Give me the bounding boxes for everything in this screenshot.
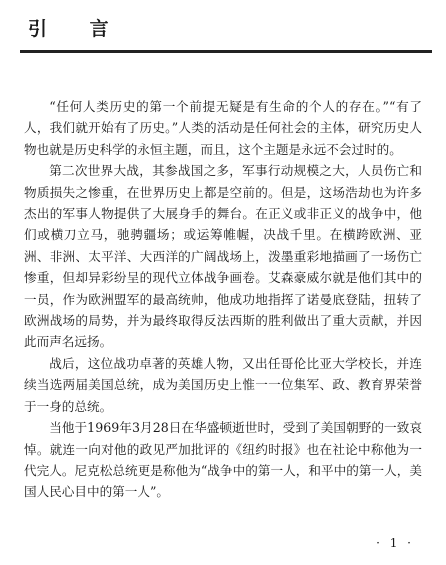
paragraph-3: 战后，这位战功卓著的英雄人物，又出任哥伦比亚大学校长，并连续当选两届美国总统，成为美国历史上惟一一位集军、政、教育界荣誉于一身的总统。 — [24, 355, 422, 414]
body-text — [24, 96, 422, 503]
paragraph-4: 当他于1969年3月28日在华盛顿逝世时，受到了美国朝野的一致哀悼。就连一向对他的政见严加批评的《纽约时报》也在社论中称他为一代完人。尼克松总统更是称他为“战争中的第一人，和平中的第一人，美国人民心目中的第一人”。 — [24, 420, 422, 500]
chapter-title: 引 言 — [28, 18, 127, 40]
paragraph-2: 第二次世界大战，其参战国之多，军事行动规模之大，人员伤亡和物质损失之惨重，在世界历史上都是空前的。但是，这场浩劫也为许多杰出的军事人物提供了大展身手的舞台。在正义或非正义的战争中，他们或横刀立马，驰骋疆场；或运筹帷幄，决战千里。在横跨欧洲、亚洲、非洲、太平洋、大西洋的广阔战场上，泼墨重彩地描画了一场伤亡惨重，但却异彩纷呈的现代立体战争画卷。艾森豪威尔就是他们其中的一员，作为欧洲盟军的最高统帅，他成功地指挥了诺曼底登陆，扭转了欧洲战场的局势，并为最终取得反法西斯的胜利做出了重大贡献，并因此而声名远扬。 — [24, 163, 422, 350]
paragraph-1: “任何人类历史的第一个前提无疑是有生命的个人的存在。”“有了人，我们就开始有了历史。”人类的活动是任何社会的主体，研究历史人物也就是历史科学的永恒主题，而且，这个主题是永远不会过时的。 — [24, 99, 422, 157]
header-rule — [20, 50, 432, 53]
page-number: · 1 · — [376, 536, 414, 550]
